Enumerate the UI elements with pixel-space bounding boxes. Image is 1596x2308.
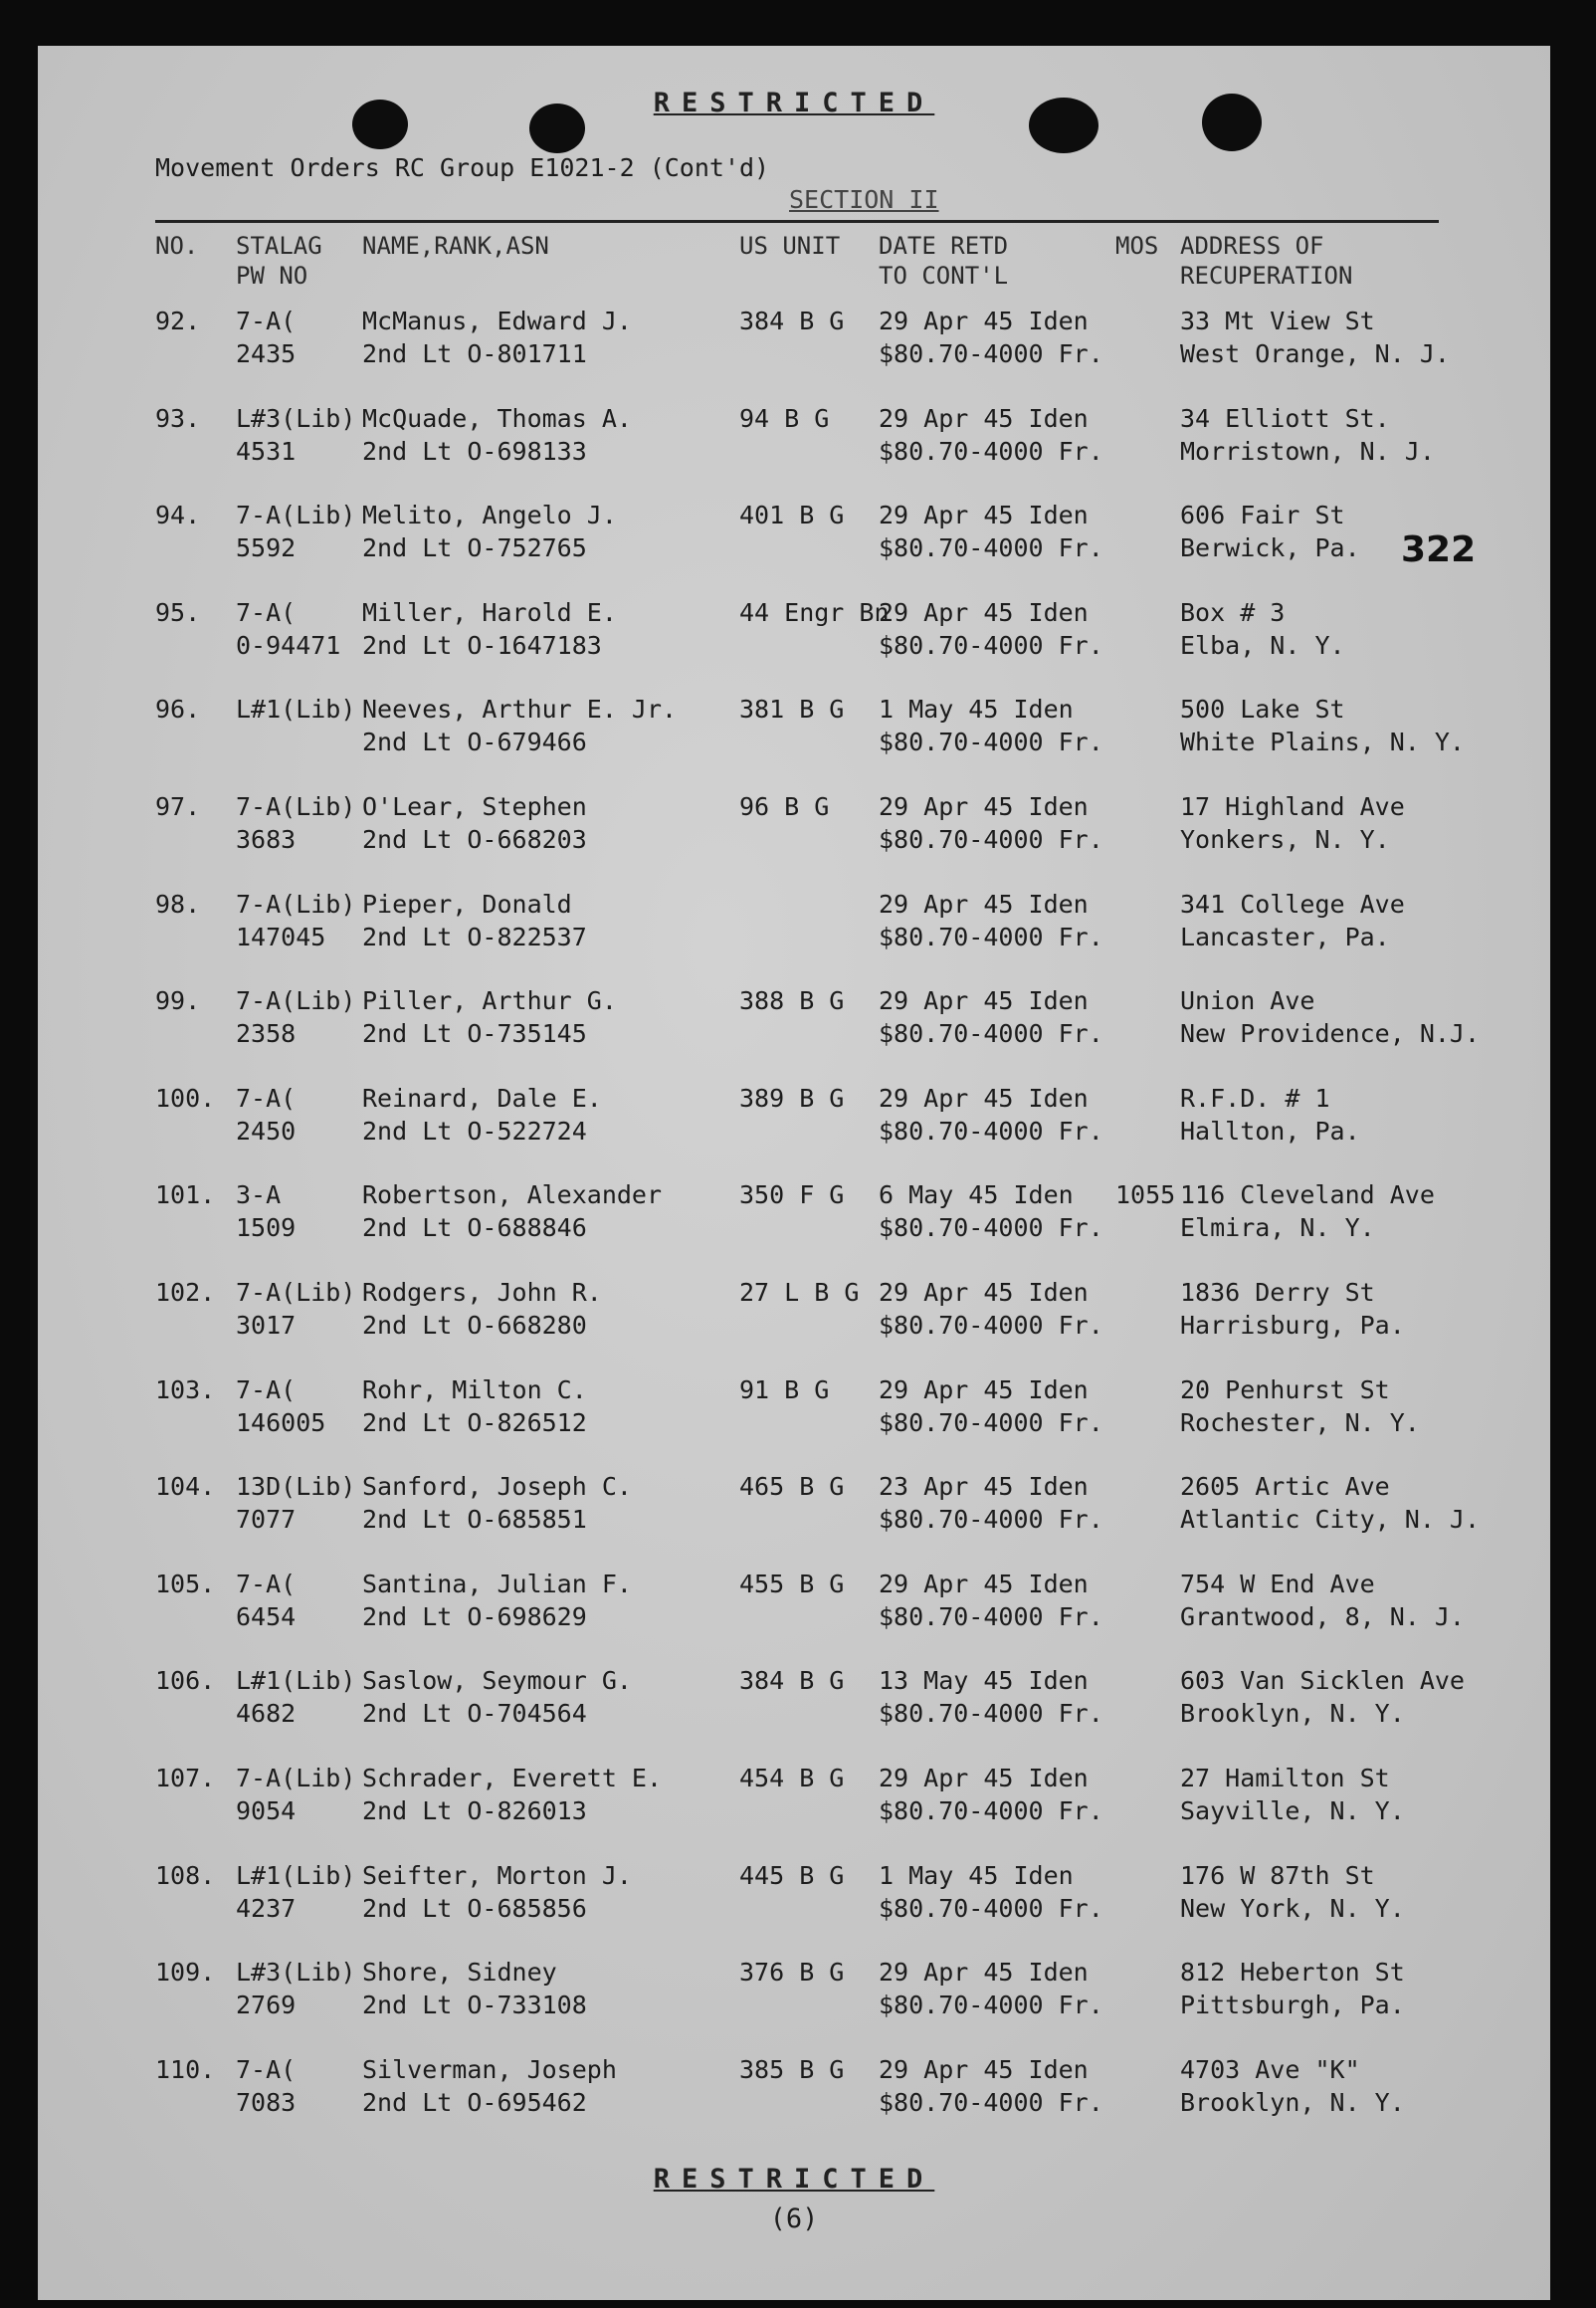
payment: $80.70-4000 Fr. [879, 1116, 1103, 1146]
table-row [38, 790, 1550, 860]
us-unit: 381 B G [739, 695, 845, 725]
mos-code: 1055 [1115, 1180, 1176, 1210]
address-street: R.F.D. # 1 [1180, 1083, 1330, 1113]
us-unit: 96 B G [739, 792, 830, 821]
us-unit: 91 B G [739, 1374, 830, 1404]
us-unit: 389 B G [739, 1083, 845, 1113]
pw-number: 2435 [236, 339, 297, 368]
stalag: 7-A(Lib) [236, 501, 356, 530]
pw-number: 147045 [236, 922, 326, 951]
date-returned: 29 Apr 45 Iden [879, 1083, 1089, 1113]
soldier-name: Shore, Sidney [362, 1958, 557, 1988]
entry-number: 93. [155, 403, 201, 433]
date-returned: 29 Apr 45 Iden [879, 1278, 1089, 1307]
stalag: 7-A(Lib) [236, 889, 356, 919]
date-returned: 29 Apr 45 Iden [879, 1374, 1089, 1404]
date-returned: 29 Apr 45 Iden [879, 2054, 1089, 2084]
address-street: 1836 Derry St [1180, 1278, 1375, 1307]
table-row [38, 1859, 1550, 1929]
stalag: L#3(Lib) [236, 1958, 356, 1988]
address-city: Sayville, N. Y. [1180, 1796, 1405, 1825]
table-row [38, 499, 1550, 568]
address-city: Berwick, Pa. [1180, 533, 1360, 563]
page-number: (6) [769, 2203, 819, 2234]
soldier-name: Seifter, Morton J. [362, 1860, 632, 1890]
stalag: L#1(Lib) [236, 1666, 356, 1696]
payment: $80.70-4000 Fr. [879, 1213, 1103, 1243]
address-city: New Providence, N.J. [1180, 1019, 1481, 1049]
us-unit: 401 B G [739, 501, 845, 530]
us-unit: 454 B G [739, 1764, 845, 1792]
date-returned: 29 Apr 45 Iden [879, 597, 1089, 627]
rank-serial: 2nd Lt O-679466 [362, 728, 587, 757]
stalag: 7-A( [236, 1374, 297, 1404]
address-street: Box # 3 [1180, 597, 1286, 627]
date-returned: 29 Apr 45 Iden [879, 1764, 1089, 1792]
col-header-stalag: STALAG [236, 232, 322, 260]
payment: $80.70-4000 Fr. [879, 630, 1103, 660]
soldier-name: Schrader, Everett E. [362, 1764, 663, 1792]
address-city: White Plains, N. Y. [1180, 728, 1465, 757]
address-city: Grantwood, 8, N. J. [1180, 1601, 1465, 1631]
pw-number: 5592 [236, 533, 297, 563]
soldier-name: Rohr, Milton C. [362, 1374, 587, 1404]
entry-number: 99. [155, 986, 201, 1016]
address-street: 603 Van Sicklen Ave [1180, 1666, 1465, 1696]
document-title: Movement Orders RC Group E1021-2 (Cont'd) [155, 153, 770, 182]
soldier-name: McManus, Edward J. [362, 307, 632, 335]
table-row [38, 402, 1550, 472]
table-row [38, 1082, 1550, 1152]
col-header-unit: US UNIT [739, 232, 841, 260]
us-unit: 384 B G [739, 1666, 845, 1696]
entry-number: 110. [155, 2054, 216, 2084]
soldier-name: Sanford, Joseph C. [362, 1472, 632, 1502]
address-street: 341 College Ave [1180, 889, 1405, 919]
table-row [38, 2053, 1550, 2123]
rank-serial: 2nd Lt O-704564 [362, 1699, 587, 1729]
stalag: 7-A(Lib) [236, 1278, 356, 1307]
address-city: Atlantic City, N. J. [1180, 1505, 1481, 1535]
entry-number: 105. [155, 1569, 216, 1598]
entry-number: 98. [155, 889, 201, 919]
stalag: L#3(Lib) [236, 403, 356, 433]
pw-number: 0-94471 [236, 630, 341, 660]
pw-number: 146005 [236, 1407, 326, 1437]
rank-serial: 2nd Lt O-685856 [362, 1893, 587, 1923]
address-street: 606 Fair St [1180, 501, 1345, 530]
rank-serial: 2nd Lt O-668280 [362, 1311, 587, 1340]
entry-number: 103. [155, 1374, 216, 1404]
address-city: Pittsburgh, Pa. [1180, 1991, 1405, 2020]
address-city: Brooklyn, N. Y. [1180, 2087, 1405, 2117]
soldier-name: Robertson, Alexander [362, 1180, 663, 1210]
table-row [38, 1470, 1550, 1540]
pw-number: 2769 [236, 1991, 297, 2020]
pw-number: 9054 [236, 1796, 297, 1825]
address-street: 2605 Artic Ave [1180, 1472, 1390, 1502]
us-unit: 385 B G [739, 2054, 845, 2084]
table-row [38, 888, 1550, 957]
address-street: 812 Heberton St [1180, 1958, 1405, 1988]
entry-number: 100. [155, 1083, 216, 1113]
col-header-pw-no: PW NO [236, 262, 308, 290]
payment: $80.70-4000 Fr. [879, 436, 1103, 466]
pw-number: 3017 [236, 1311, 297, 1340]
us-unit: 44 Engr Bn [739, 597, 890, 627]
address-street: 4703 Ave "K" [1180, 2054, 1360, 2084]
us-unit: 445 B G [739, 1860, 845, 1890]
table-row [38, 1762, 1550, 1831]
table-row [38, 1373, 1550, 1443]
rank-serial: 2nd Lt O-685851 [362, 1505, 587, 1535]
soldier-name: Reinard, Dale E. [362, 1083, 602, 1113]
pw-number: 4682 [236, 1699, 297, 1729]
col-header-date: DATE RETD [879, 232, 1009, 260]
stalag: 7-A(Lib) [236, 1764, 356, 1792]
col-header-no: NO. [155, 232, 199, 260]
entry-number: 108. [155, 1860, 216, 1890]
soldier-name: Pieper, Donald [362, 889, 572, 919]
col-header-recuperation: RECUPERATION [1180, 262, 1353, 290]
address-city: Rochester, N. Y. [1180, 1407, 1420, 1437]
payment: $80.70-4000 Fr. [879, 533, 1103, 563]
us-unit: 455 B G [739, 1569, 845, 1598]
table-row [38, 1664, 1550, 1734]
pw-number: 4237 [236, 1893, 297, 1923]
entry-number: 101. [155, 1180, 216, 1210]
address-street: Union Ave [1180, 986, 1315, 1016]
date-returned: 23 Apr 45 Iden [879, 1472, 1089, 1502]
rank-serial: 2nd Lt O-822537 [362, 922, 587, 951]
address-street: 176 W 87th St [1180, 1860, 1375, 1890]
col-header-address: ADDRESS OF [1180, 232, 1324, 260]
roster-table [38, 46, 1550, 2300]
us-unit: 465 B G [739, 1472, 845, 1502]
pw-number: 2450 [236, 1116, 297, 1146]
address-city: Yonkers, N. Y. [1180, 825, 1390, 854]
payment: $80.70-4000 Fr. [879, 1796, 1103, 1825]
rank-serial: 2nd Lt O-826512 [362, 1407, 587, 1437]
payment: $80.70-4000 Fr. [879, 728, 1103, 757]
address-city: Harrisburg, Pa. [1180, 1311, 1405, 1340]
rank-serial: 2nd Lt O-522724 [362, 1116, 587, 1146]
soldier-name: Neeves, Arthur E. Jr. [362, 695, 678, 725]
soldier-name: Rodgers, John R. [362, 1278, 602, 1307]
payment: $80.70-4000 Fr. [879, 339, 1103, 368]
address-street: 500 Lake St [1180, 695, 1345, 725]
stalag: 7-A( [236, 597, 297, 627]
entry-number: 92. [155, 307, 201, 335]
entry-number: 104. [155, 1472, 216, 1502]
restricted-footer: RESTRICTED [653, 2164, 935, 2195]
us-unit: 388 B G [739, 986, 845, 1016]
soldier-name: Silverman, Joseph [362, 2054, 617, 2084]
rank-serial: 2nd Lt O-735145 [362, 1019, 587, 1049]
payment: $80.70-4000 Fr. [879, 1601, 1103, 1631]
table-row [38, 984, 1550, 1054]
address-street: 754 W End Ave [1180, 1569, 1375, 1598]
stalag: 7-A(Lib) [236, 792, 356, 821]
address-city: Brooklyn, N. Y. [1180, 1699, 1405, 1729]
soldier-name: Saslow, Seymour G. [362, 1666, 632, 1696]
soldier-name: McQuade, Thomas A. [362, 403, 632, 433]
entry-number: 94. [155, 501, 201, 530]
date-returned: 29 Apr 45 Iden [879, 1958, 1089, 1988]
payment: $80.70-4000 Fr. [879, 825, 1103, 854]
us-unit: 384 B G [739, 307, 845, 335]
soldier-name: Melito, Angelo J. [362, 501, 617, 530]
payment: $80.70-4000 Fr. [879, 1893, 1103, 1923]
address-city: Elba, N. Y. [1180, 630, 1345, 660]
date-returned: 29 Apr 45 Iden [879, 1569, 1089, 1598]
document-page [38, 46, 1550, 2300]
entry-number: 107. [155, 1764, 216, 1792]
us-unit: 94 B G [739, 403, 830, 433]
stalag: 7-A( [236, 1569, 297, 1598]
pw-number: 1509 [236, 1213, 297, 1243]
payment: $80.70-4000 Fr. [879, 922, 1103, 951]
stalag: 7-A( [236, 307, 297, 335]
address-city: Hallton, Pa. [1180, 1116, 1360, 1146]
address-street: 116 Cleveland Ave [1180, 1180, 1435, 1210]
soldier-name: Piller, Arthur G. [362, 986, 617, 1016]
date-returned: 29 Apr 45 Iden [879, 986, 1089, 1016]
table-row [38, 1178, 1550, 1248]
pw-number: 4531 [236, 436, 297, 466]
entry-number: 96. [155, 695, 201, 725]
date-returned: 29 Apr 45 Iden [879, 889, 1089, 919]
entry-number: 102. [155, 1278, 216, 1307]
rank-serial: 2nd Lt O-826013 [362, 1796, 587, 1825]
pw-number: 7083 [236, 2087, 297, 2117]
address-city: West Orange, N. J. [1180, 339, 1450, 368]
address-city: Morristown, N. J. [1180, 436, 1435, 466]
table-row [38, 305, 1550, 374]
table-row [38, 596, 1550, 666]
payment: $80.70-4000 Fr. [879, 1505, 1103, 1535]
address-street: 34 Elliott St. [1180, 403, 1390, 433]
address-street: 20 Penhurst St [1180, 1374, 1390, 1404]
col-header-mos: MOS [1115, 232, 1159, 260]
table-row [38, 693, 1550, 762]
payment: $80.70-4000 Fr. [879, 1991, 1103, 2020]
stalag: 3-A [236, 1180, 282, 1210]
date-returned: 6 May 45 Iden [879, 1180, 1074, 1210]
restricted-header: RESTRICTED [653, 88, 935, 118]
date-returned: 29 Apr 45 Iden [879, 307, 1089, 335]
rank-serial: 2nd Lt O-1647183 [362, 630, 602, 660]
rank-serial: 2nd Lt O-695462 [362, 2087, 587, 2117]
page-stamp-number: 322 [1401, 529, 1477, 570]
date-returned: 29 Apr 45 Iden [879, 501, 1089, 530]
entry-number: 97. [155, 792, 201, 821]
rank-serial: 2nd Lt O-801711 [362, 339, 587, 368]
stalag: L#1(Lib) [236, 695, 356, 725]
payment: $80.70-4000 Fr. [879, 1699, 1103, 1729]
date-returned: 1 May 45 Iden [879, 1860, 1074, 1890]
payment: $80.70-4000 Fr. [879, 1019, 1103, 1049]
stalag: L#1(Lib) [236, 1860, 356, 1890]
soldier-name: Miller, Harold E. [362, 597, 617, 627]
date-returned: 29 Apr 45 Iden [879, 403, 1089, 433]
us-unit: 350 F G [739, 1180, 845, 1210]
stalag: 7-A( [236, 2054, 297, 2084]
table-row [38, 1956, 1550, 2025]
pw-number: 7077 [236, 1505, 297, 1535]
rank-serial: 2nd Lt O-668203 [362, 825, 587, 854]
pw-number: 3683 [236, 825, 297, 854]
table-row [38, 1276, 1550, 1346]
section-label: SECTION II [789, 185, 939, 214]
pw-number: 2358 [236, 1019, 297, 1049]
payment: $80.70-4000 Fr. [879, 2087, 1103, 2117]
entry-number: 109. [155, 1958, 216, 1988]
rank-serial: 2nd Lt O-698133 [362, 436, 587, 466]
col-header-name: NAME,RANK,ASN [362, 232, 549, 260]
soldier-name: O'Lear, Stephen [362, 792, 587, 821]
date-returned: 13 May 45 Iden [879, 1666, 1089, 1696]
rank-serial: 2nd Lt O-733108 [362, 1991, 587, 2020]
table-row [38, 1568, 1550, 1637]
address-city: Elmira, N. Y. [1180, 1213, 1375, 1243]
address-street: 17 Highland Ave [1180, 792, 1405, 821]
address-street: 33 Mt View St [1180, 307, 1375, 335]
stalag: 13D(Lib) [236, 1472, 356, 1502]
payment: $80.70-4000 Fr. [879, 1311, 1103, 1340]
address-street: 27 Hamilton St [1180, 1764, 1390, 1792]
date-returned: 29 Apr 45 Iden [879, 792, 1089, 821]
us-unit: 27 L B G [739, 1278, 860, 1307]
stalag: 7-A(Lib) [236, 986, 356, 1016]
address-city: New York, N. Y. [1180, 1893, 1405, 1923]
us-unit: 376 B G [739, 1958, 845, 1988]
pw-number: 6454 [236, 1601, 297, 1631]
rank-serial: 2nd Lt O-698629 [362, 1601, 587, 1631]
address-city: Lancaster, Pa. [1180, 922, 1390, 951]
rank-serial: 2nd Lt O-752765 [362, 533, 587, 563]
entry-number: 106. [155, 1666, 216, 1696]
rank-serial: 2nd Lt O-688846 [362, 1213, 587, 1243]
soldier-name: Santina, Julian F. [362, 1569, 632, 1598]
stalag: 7-A( [236, 1083, 297, 1113]
payment: $80.70-4000 Fr. [879, 1407, 1103, 1437]
col-header-cont: TO CONT'L [879, 262, 1009, 290]
date-returned: 1 May 45 Iden [879, 695, 1074, 725]
entry-number: 95. [155, 597, 201, 627]
